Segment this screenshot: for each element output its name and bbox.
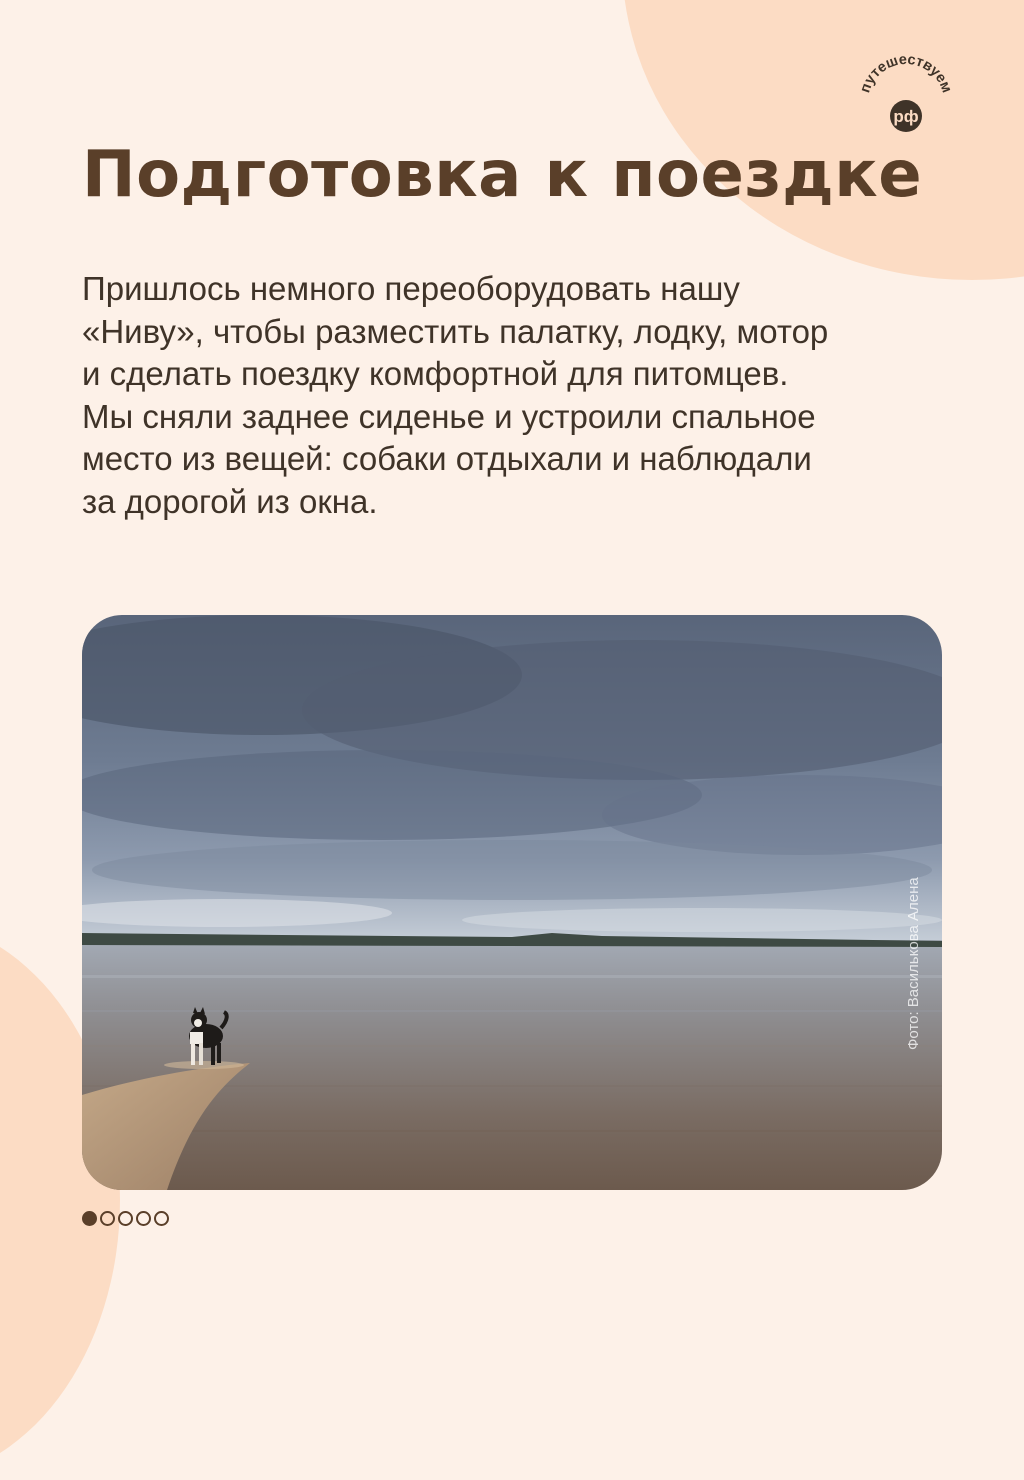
body-line: «Ниву», чтобы разместить палатку, лодку, мотор xyxy=(82,312,829,350)
pagination-dot-4[interactable] xyxy=(136,1211,151,1226)
body-line: за дорогой из окна. xyxy=(82,482,378,520)
body-line: и сделать поездку комфортной для питомцев. xyxy=(82,355,789,392)
lake-photo-illustration xyxy=(82,615,942,1190)
brand-logo-arc-text: путешествуем xyxy=(857,51,955,95)
body-line: Пришлось немного переоборудовать нашу xyxy=(82,270,740,307)
brand-logo xyxy=(852,40,960,148)
carousel-pagination xyxy=(82,1211,169,1226)
pagination-dot-5[interactable] xyxy=(154,1211,169,1226)
pagination-dot-1[interactable] xyxy=(82,1211,97,1226)
body-text xyxy=(82,268,962,523)
pagination-dot-3[interactable] xyxy=(118,1211,133,1226)
page-title: Подготовка к поездке xyxy=(82,138,923,212)
photo-credit: Фото: Василькова Алена xyxy=(905,877,922,1050)
brand-logo-center-text: рф xyxy=(893,107,919,126)
body-line: место из вещей: собаки отдыхали и наблюдали xyxy=(82,440,812,477)
lake-photo xyxy=(82,615,942,1190)
pagination-dot-2[interactable] xyxy=(100,1211,115,1226)
body-line: Мы сняли заднее сиденье и устроили спальное xyxy=(82,397,816,435)
